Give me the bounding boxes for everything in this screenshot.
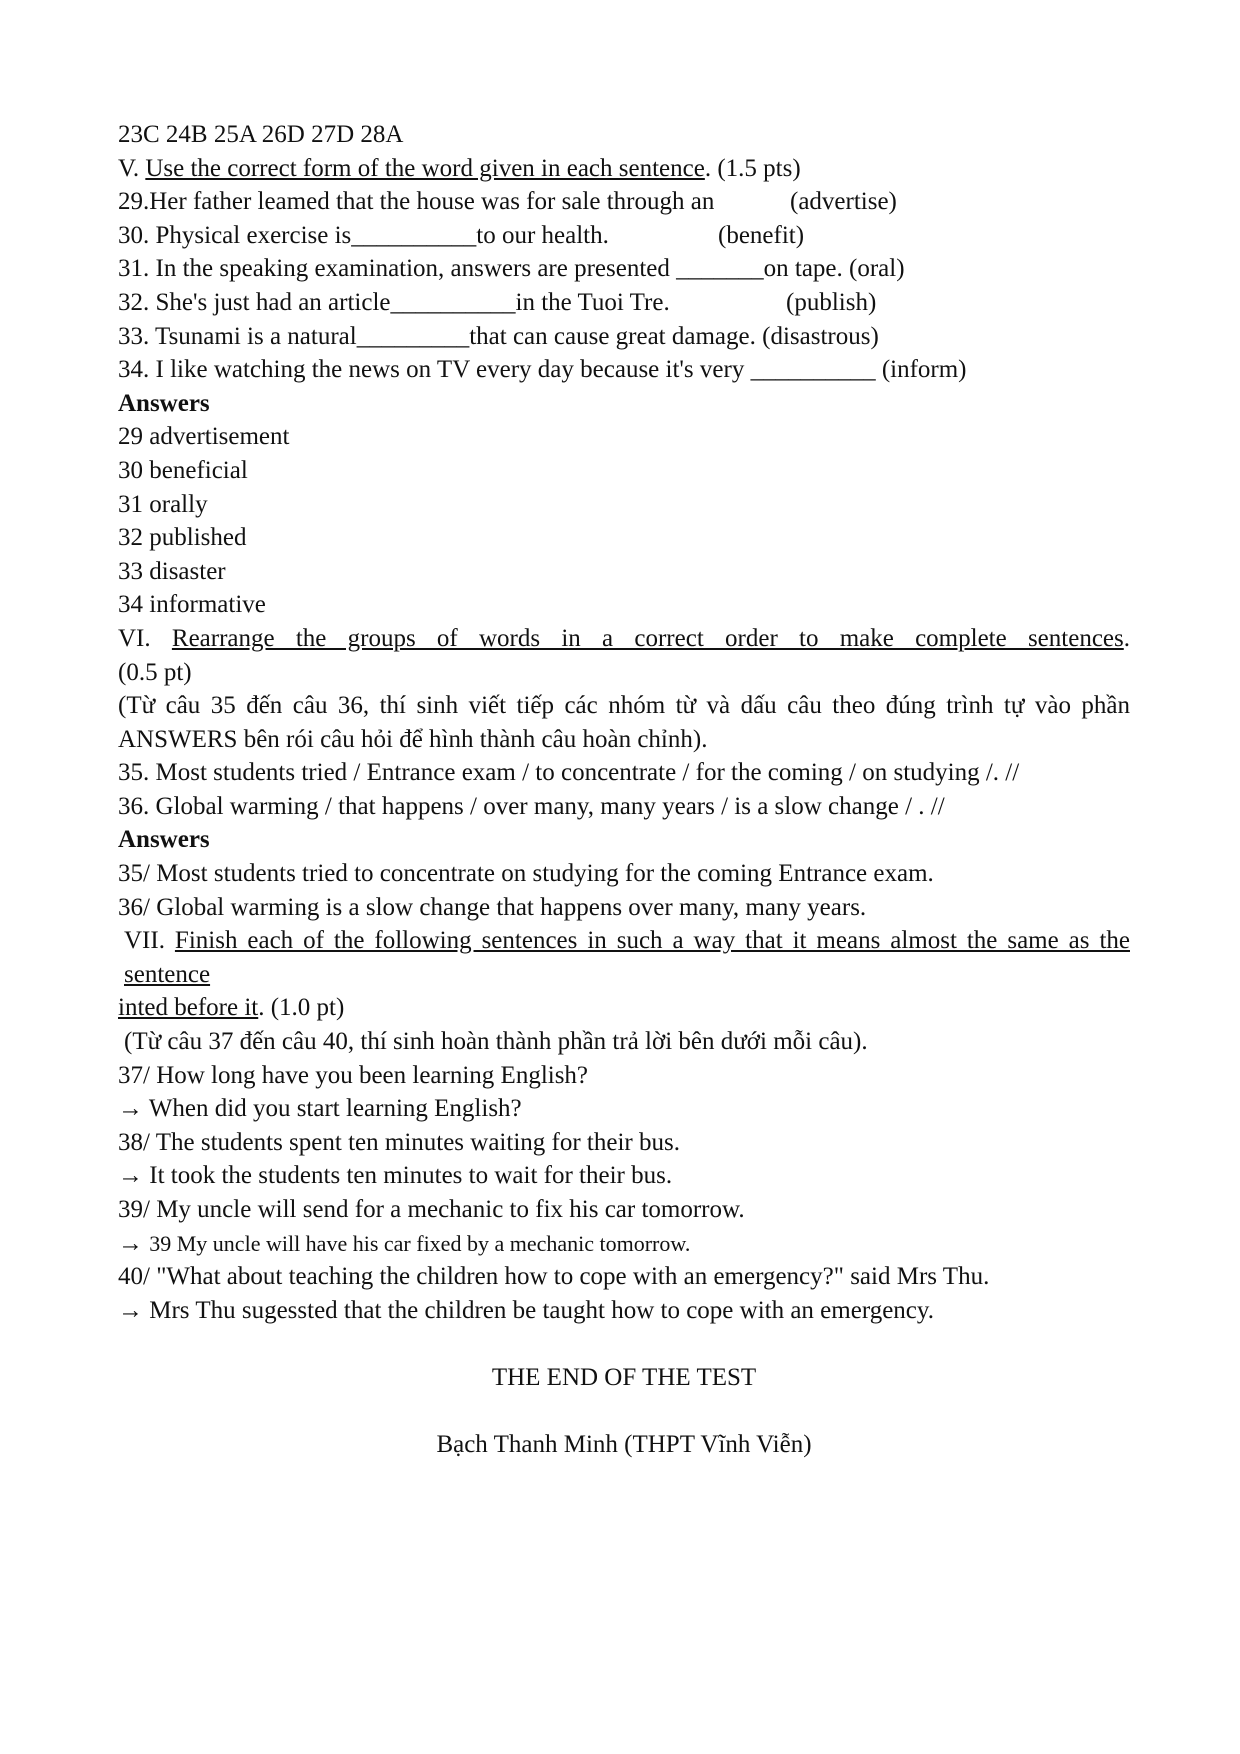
section-6-title: Rearrange the groups of words in a correct order to make complete sentences bbox=[171, 624, 1124, 652]
question-38: 38/ The students spent ten minutes waiting for their bus. bbox=[118, 1128, 680, 1156]
section-6-heading bbox=[118, 622, 1130, 656]
section-5-heading bbox=[118, 152, 1130, 186]
arrow-icon: → bbox=[118, 1296, 143, 1324]
author-line: Bạch Thanh Minh (THPT Vĩnh Viễn) bbox=[436, 1431, 812, 1459]
question-37: 37/ How long have you been learning English? bbox=[118, 1061, 589, 1089]
answer-36: 36/ Global warming is a slow change that happens over many, many years. bbox=[118, 893, 867, 921]
answer-37 bbox=[118, 1092, 1130, 1126]
section-7-heading-cont bbox=[118, 991, 1130, 1025]
question-35: 35. Most students tried / Entrance exam / to concentrate / for the coming / on studying /. // bbox=[118, 759, 1020, 787]
answer-40 bbox=[118, 1294, 1130, 1328]
answer-32: 32 published bbox=[118, 524, 247, 552]
question-29-text: 29.Her father leamed that the house was for sale through an bbox=[118, 188, 715, 216]
answer-38 bbox=[118, 1159, 1130, 1193]
section-7-number: VII. bbox=[124, 927, 165, 955]
section-7-title: Finish each of the following sentences in such a way that it means almost the same as the sentence bbox=[124, 927, 1130, 988]
question-30-hint: (benefit) bbox=[718, 221, 805, 249]
answer-40-text: Mrs Thu sugessted that the children be taught how to cope with an emergency. bbox=[149, 1296, 935, 1324]
question-32 bbox=[118, 286, 1130, 320]
answer-34: 34 informative bbox=[118, 591, 266, 619]
question-34: 34. I like watching the news on TV every day because it's very __________ (inform) bbox=[118, 356, 967, 384]
arrow-icon: → bbox=[118, 1162, 143, 1190]
question-30-text: 30. Physical exercise is__________to our health. bbox=[118, 221, 609, 249]
spacer bbox=[118, 1327, 1130, 1361]
question-39: 39/ My uncle will send for a mechanic to fix his car tomorrow. bbox=[118, 1196, 745, 1223]
answer-33: 33 disaster bbox=[118, 557, 226, 585]
section-5-number: V. bbox=[118, 154, 140, 182]
answer-37-text: When did you start learning English? bbox=[148, 1095, 522, 1123]
end-of-test: THE END OF THE TEST bbox=[491, 1363, 757, 1391]
question-36: 36. Global warming / that happens / over many, many years / is a slow change / . // bbox=[118, 792, 945, 820]
document-page bbox=[118, 118, 1130, 1462]
answer-39-text: 39 My uncle will have his car fixed by a mechanic tomorrow. bbox=[149, 1230, 691, 1256]
question-32-text: 32. She's just had an article__________in the Tuoi Tre. bbox=[118, 288, 670, 316]
question-32-hint: (publish) bbox=[786, 288, 877, 316]
answers-top-line: 23C 24B 25A 26D 27D 28A bbox=[118, 121, 404, 148]
arrow-icon: → bbox=[118, 1095, 143, 1123]
question-33: 33. Tsunami is a natural_________that can cause great damage. (disastrous) bbox=[118, 322, 879, 350]
question-40: 40/ "What about teaching the children how to cope with an emergency?" said Mrs Thu. bbox=[118, 1263, 990, 1291]
section-5-answers-label: Answers bbox=[118, 389, 210, 417]
section-7-points: . (1.0 pt) bbox=[258, 994, 345, 1022]
question-31: 31. In the speaking examination, answers are presented _______on tape. (oral) bbox=[118, 255, 905, 283]
section-6-points: (0.5 pt) bbox=[118, 658, 192, 686]
answer-31: 31 orally bbox=[118, 490, 208, 518]
section-7-instruction: (Từ câu 37 đến câu 40, thí sinh hoàn thành phần trả lời bên dưới mỗi câu). bbox=[124, 1028, 868, 1056]
question-29-hint: (advertise) bbox=[790, 188, 897, 216]
question-29 bbox=[118, 185, 1130, 219]
answer-39 bbox=[118, 1227, 1130, 1261]
answer-29: 29 advertisement bbox=[118, 423, 290, 451]
section-6-instruction: (Từ câu 35 đến câu 36, thí sinh viết tiếp các nhóm từ và dấu câu theo đúng trình tự vào phần ANSWERS bên rói câu hỏi để hình thành câu hoàn chỉnh). bbox=[118, 692, 1130, 753]
arrow-icon: → bbox=[118, 1229, 143, 1257]
answer-38-text: It took the students ten minutes to wait for their bus. bbox=[149, 1162, 673, 1190]
section-5-title: Use the correct form of the word given in each sentence bbox=[145, 154, 705, 182]
question-30 bbox=[118, 219, 1130, 253]
section-6-answers-label: Answers bbox=[118, 826, 210, 854]
spacer bbox=[118, 1395, 1130, 1429]
section-5-points: . (1.5 pts) bbox=[704, 154, 801, 182]
section-6-title-end: . bbox=[1123, 624, 1130, 652]
answer-30: 30 beneficial bbox=[118, 456, 248, 484]
section-7-title-2: inted before it bbox=[118, 994, 259, 1022]
answer-35: 35/ Most students tried to concentrate on studying for the coming Entrance exam. bbox=[118, 860, 934, 888]
section-6-number: VI. bbox=[118, 624, 151, 652]
section-7-heading bbox=[118, 924, 1130, 991]
